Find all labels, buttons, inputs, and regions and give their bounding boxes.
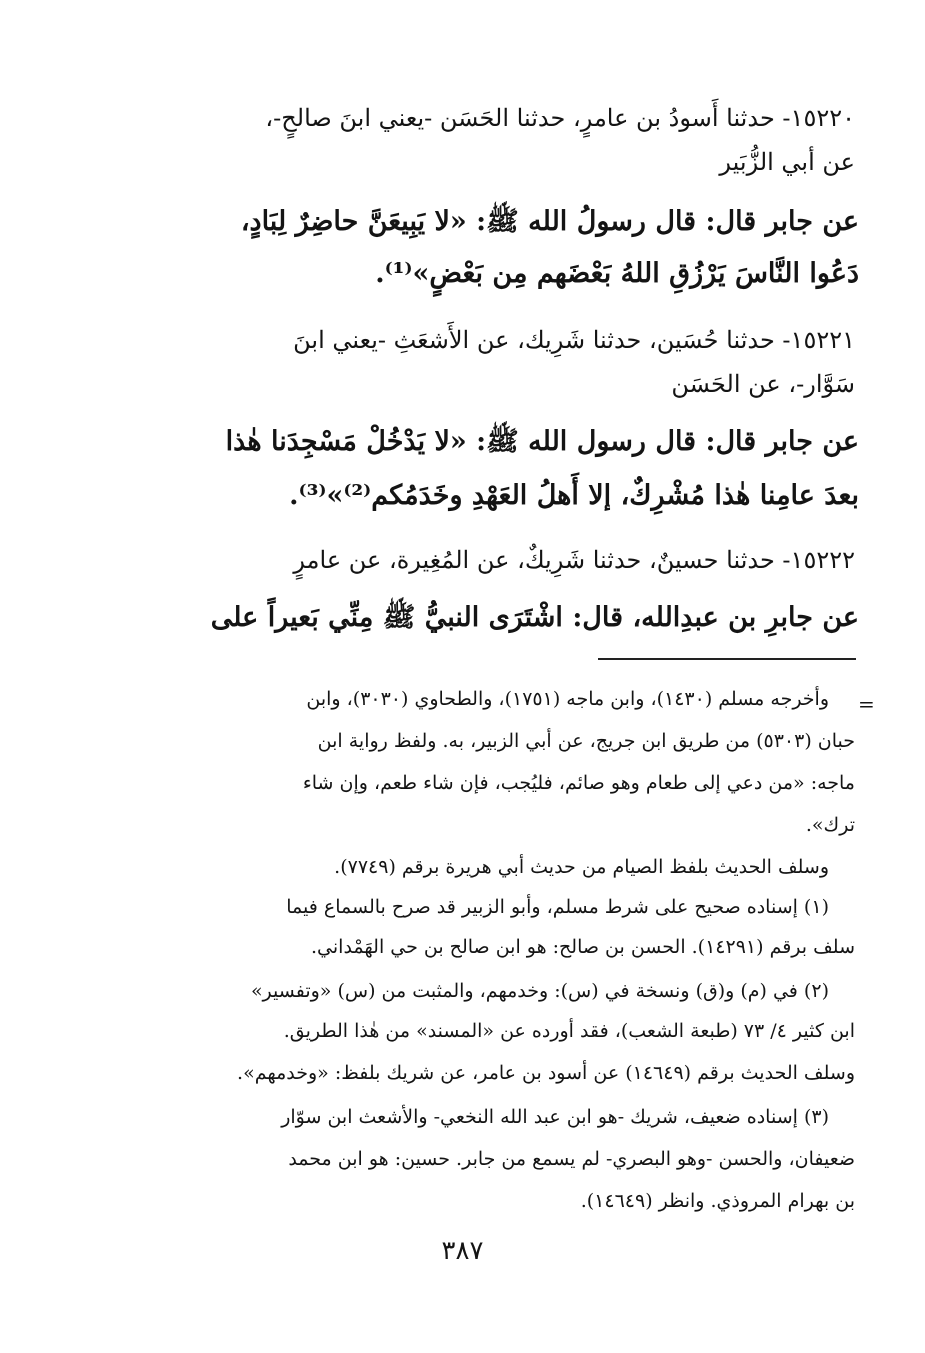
footnote-3: (٣) إسناده ضعيف، شريك -هو ابن عبد الله النخعي- والأشعث ابن سوّار xyxy=(281,1106,829,1128)
footnote-line: وسلف الحديث بلفظ الصيام من حديث أبي هريرة برقم (٧٧٤٩). xyxy=(334,856,829,878)
footnote-1: (١) إسناده صحيح على شرط مسلم، وأبو الزبير قد صرح بالسماع فيما xyxy=(286,896,829,918)
footnote-separator xyxy=(598,658,856,660)
hadith-15220-matn-line-2: دَعُوا النَّاسَ يَرْزُقِ اللهُ بَعْضَهم مِن بَعْضٍ»⁽¹⁾. xyxy=(375,258,859,289)
footnote-3-cont: بن بهرام المروذي. وانظر (١٤٦٤٩). xyxy=(580,1190,855,1212)
hadith-15220-isnad-line-1: ١٥٢٢٠- حدثنا أَسودُ بن عامرٍ، حدثنا الحَسَن -يعني ابنَ صالحٍ-، xyxy=(265,104,855,132)
footnote-2: (٢) في (م) و(ق) ونسخة في (س): وخدمهم، والمثبت من (س) «وتفسير» xyxy=(250,980,829,1002)
footnote-3-cont: ضعيفان، والحسن -وهو البصري- لم يسمع من جابر. حسين: هو ابن محمد xyxy=(288,1148,855,1170)
hadith-15221-matn-line-1: عن جابر قال: قال رسول الله ﷺ: «لا يَدْخُلْ مَسْجِدَنا هٰذا xyxy=(225,426,859,457)
footnote-2-cont: وسلف الحديث برقم (١٤٦٤٩) عن أسود بن عامر، عن شريك بلفظ: «وخدمهم». xyxy=(237,1062,855,1084)
footnote-line: ترك». xyxy=(805,814,855,836)
footnote-continuation-marker: = xyxy=(858,692,875,716)
hadith-15220-matn-line-1: عن جابر قال: قال رسولُ الله ﷺ: «لا يَبِيعَنَّ حاضِرٌ لِبَادٍ، xyxy=(240,206,859,237)
footnote-1-cont: سلف برقم (١٤٢٩١). الحسن بن صالح: هو ابن صالح بن حي الهَمْداني. xyxy=(311,936,855,958)
footnote-line: وأخرجه مسلم (١٤٣٠)، وابن ماجه (١٧٥١)، والطحاوي (٣٠٣٠)، وابن xyxy=(306,688,829,710)
hadith-15221-isnad-line-2: سَوَّار-، عن الحَسَن xyxy=(671,370,855,398)
hadith-15221-matn-line-2: بعدَ عامِنا هٰذا مُشْرِكٌ، إلا أَهلُ العَهْدِ وخَدَمُكم⁽²⁾»⁽³⁾. xyxy=(289,480,859,511)
footnote-line: حبان (٥٣٠٣) من طريق ابن جريج، عن أبي الزبير، به. ولفظ رواية ابن xyxy=(317,730,855,752)
footnote-2-cont: ابن كثير ٤/ ٧٣ (طبعة الشعب)، فقد أورده عن «المسند» من هٰذا الطريق. xyxy=(283,1020,855,1042)
footnote-line: ماجه: «من دعي إلى طعام وهو صائم، فليُجب، فإن شاء طعم، وإن شاء xyxy=(302,772,855,794)
hadith-15220-isnad-line-2: عن أبي الزُّبَير xyxy=(719,148,855,176)
hadith-15221-isnad-line-1: ١٥٢٢١- حدثنا حُسَين، حدثنا شَرِيك، عن الأَشعَثِ -يعني ابنَ xyxy=(293,326,855,354)
hadith-15222-matn-line-1: عن جابرِ بن عبدِالله، قال: اشْتَرَى النبيُّ ﷺ مِنِّي بَعيراً على xyxy=(210,602,859,633)
page-number: ٣٨٧ xyxy=(441,1236,484,1266)
hadith-15222-isnad-line-1: ١٥٢٢٢- حدثنا حسينٌ، حدثنا شَرِيكٌ، عن المُغِيرة، عن عامرٍ xyxy=(293,546,855,574)
